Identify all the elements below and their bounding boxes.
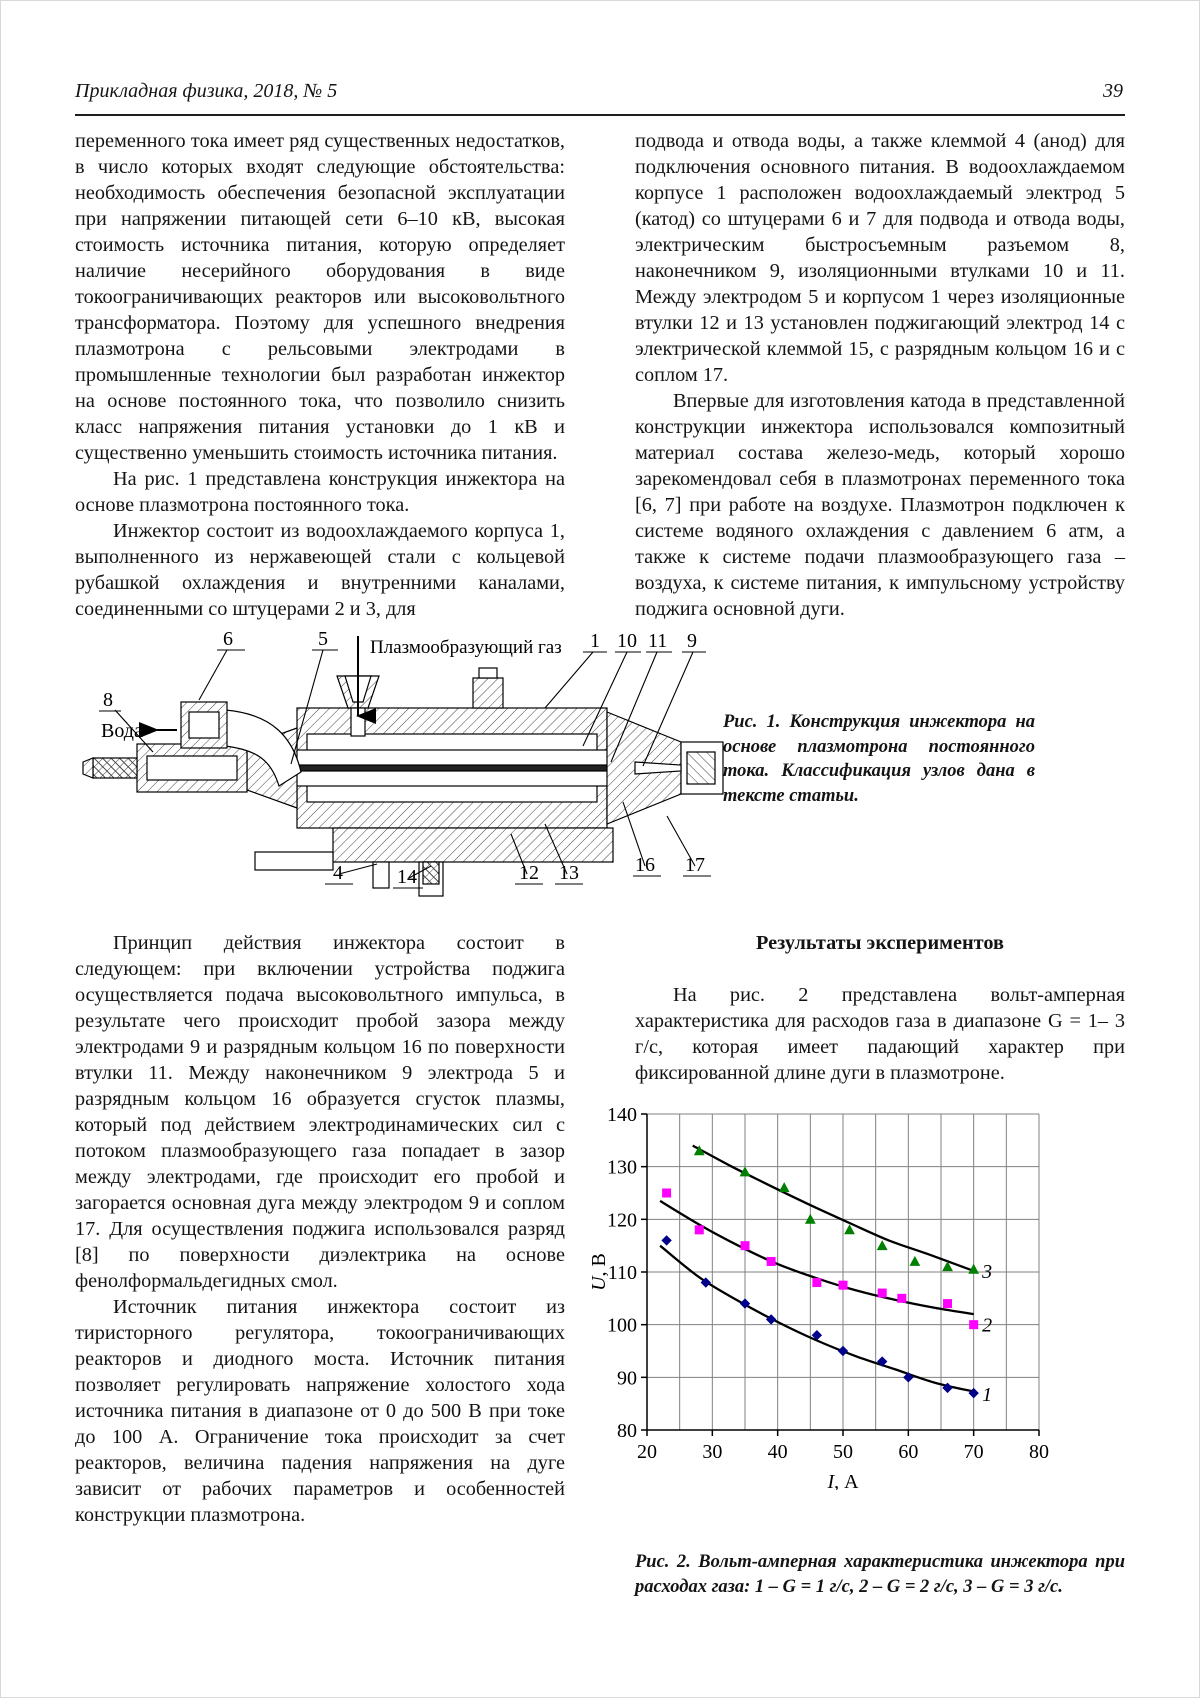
svg-text:40: 40 xyxy=(767,1441,788,1463)
svg-text:60: 60 xyxy=(898,1441,919,1463)
left-column-bottom xyxy=(75,930,565,1528)
right-column-bottom xyxy=(589,930,1125,1599)
trend-line-1 xyxy=(660,1246,974,1392)
chart-series-1 xyxy=(660,1235,992,1406)
paragraph: переменного тока имеет ряд существенных недостатков, в число которых входят следующие обстоятельства: необходимость обеспечения безопасной эксплуатации при напряжении питающей сети 6–10 кВ, высокая стоимость источника питания, которую определяет наличие несерийного оборудования в виде токоограничивающих реакторов или высоковольтного трансформатора. Поэтому для успешного внедрения плазмотрона с рельсовыми электродами в промышленные технологии был разработан инжектор на основе постоянного тока, что позволило снизить класс напряжения питания установки до 1 кВ и существенно уменьшить стоимость источника питания. xyxy=(75,130,565,464)
diamond-marker xyxy=(661,1235,671,1245)
triangle-marker xyxy=(779,1182,790,1192)
paragraph: Инжектор состоит из водоохлаждаемого корпуса 1, выполненного из нержавеющей стали с кольцевой рубашкой охлаждения и внутренними каналами, соединенными со штуцерами 2 и 3, для xyxy=(75,520,565,620)
svg-text:100: 100 xyxy=(607,1314,637,1337)
paragraph: подвода и отвода воды, а также клеммой 4 (анод) для подключения основного питания. В водоохлаждаемом корпусе 1 расположен водоохлаждаемый электрод 5 (катод) со штуцерами 6 и 7 для подвода и отвода воды, электрическим быстросъемным разъемом 8, наконечником 9, изоляционными втулками 10 и 11. Между электродом 5 и корпусом 1 через изоляционные втулки 12 и 13 установлен поджигающий электрод 14 с электрической клеммой 15, с разрядным кольцом 16 и с соплом 17. xyxy=(635,130,1125,386)
volt-ampere-chart xyxy=(589,1100,1059,1490)
part-label-14: 14 xyxy=(397,866,417,888)
part-label-12: 12 xyxy=(519,862,539,884)
figure-1 xyxy=(75,612,1125,917)
part-label-1: 1 xyxy=(590,630,600,652)
diagram-body xyxy=(83,668,727,896)
chart-series-2 xyxy=(660,1189,992,1337)
part-label-10: 10 xyxy=(617,630,637,652)
square-marker xyxy=(878,1289,887,1298)
square-marker xyxy=(741,1241,750,1250)
trend-line-2 xyxy=(660,1201,974,1314)
gas-label: Плазмообразующий газ xyxy=(370,637,562,658)
svg-text:140: 140 xyxy=(607,1104,637,1126)
series-label-2: 2 xyxy=(982,1314,993,1337)
x-axis-title: I, А xyxy=(827,1471,859,1490)
results-heading: Результаты экспериментов xyxy=(756,932,1004,954)
svg-text:90: 90 xyxy=(617,1367,637,1390)
diamond-marker xyxy=(838,1346,848,1356)
header-rule xyxy=(75,114,1125,116)
part-label-4: 4 xyxy=(333,862,343,884)
chart-series-3 xyxy=(693,1145,992,1283)
diamond-marker xyxy=(968,1388,978,1398)
chart-tick-labels xyxy=(607,1104,1049,1463)
figure-2-caption: Рис. 2. Вольт-амперная характеристика инжектора при расходах газа: 1 – G = 1 г/с, 2 – G = 2 г/с, 3 – G = 3 г/с. xyxy=(635,1552,1125,1597)
svg-text:120: 120 xyxy=(607,1209,637,1232)
part-label-16: 16 xyxy=(635,854,655,876)
svg-text:80: 80 xyxy=(1029,1441,1049,1463)
square-marker xyxy=(943,1299,952,1308)
journal-title: Прикладная физика, 2018, № 5 xyxy=(75,80,338,102)
part-label-11: 11 xyxy=(648,630,668,652)
triangle-marker xyxy=(805,1214,816,1224)
square-marker xyxy=(839,1281,848,1290)
svg-text:110: 110 xyxy=(607,1262,637,1284)
part-label-8: 8 xyxy=(103,689,113,711)
svg-text:50: 50 xyxy=(833,1441,853,1463)
part-label-6: 6 xyxy=(223,628,233,650)
injector-cross-section-diagram xyxy=(75,616,735,916)
triangle-marker xyxy=(909,1256,920,1266)
water-label: Вода xyxy=(101,720,143,742)
page-number: 39 xyxy=(1103,80,1123,102)
square-marker xyxy=(812,1278,821,1287)
square-marker xyxy=(897,1294,906,1303)
part-label-5: 5 xyxy=(318,628,328,650)
page-header xyxy=(75,80,1125,110)
part-label-9: 9 xyxy=(687,630,697,652)
svg-text:80: 80 xyxy=(617,1420,637,1442)
right-column-top xyxy=(635,128,1125,622)
paragraph: Источник питания инжектора состоит из тиристорного регулятора, токоограничивающих реакторов и диодного моста. Источник питания позволяет регулировать напряжение холостого хода источника питания в диапазоне от 0 до 500 В при токе до 100 А. Ограничение тока происходит за счет реакторов, величина падения напряжения на дуге зависит от рабочих параметров и особенностей конструкции плазмотрона. xyxy=(75,1296,565,1526)
chart-axes xyxy=(641,1114,1039,1436)
paragraph: Впервые для изготовления катода в представленной конструкции инжектора использовался композитный материал состава железо-медь, который хорошо зарекомендовал себя в плазмотронах переменного тока [6, 7] при работе на воздухе. Плазмотрон подключен к системе водяного охлаждения с давлением 6 атм, а также к системе подачи плазмообразующего газа – воздуха, к системе питания, к импульсному устройству поджига основной дуги. xyxy=(635,390,1125,620)
paragraph: На рис. 2 представлена вольт-амперная характеристика для расходов газа в диапазоне G = 1– 3 г/с, которая имеет падающий характер при фиксированной длине дуги в плазмотроне. xyxy=(635,984,1125,1084)
series-label-1: 1 xyxy=(982,1384,993,1407)
triangle-marker xyxy=(877,1240,888,1250)
square-marker xyxy=(662,1189,671,1198)
svg-text:130: 130 xyxy=(607,1156,637,1179)
square-marker xyxy=(969,1320,978,1329)
svg-text:20: 20 xyxy=(637,1441,657,1463)
svg-text:30: 30 xyxy=(702,1441,723,1463)
figure-1-caption: Рис. 1. Конструкция инжектора на основе плазмотрона постоянного тока. Классификация узлов дана в тексте статьи. xyxy=(723,712,1035,806)
y-axis-title: U, В xyxy=(589,1253,610,1291)
part-label-17: 17 xyxy=(685,854,705,876)
paragraph: Принцип действия инжектора состоит в следующем: при включении устройства поджига осуществляется подача высоковольтного импульса, в результате чего происходит пробой зазора между электродами 9 и разрядным кольцом 16 по поверхности втулки 11. Между наконечником 9 электрода 5 и разрядным кольцом 16 образуется сгусток плазмы, который под действием электродинамических сил с потоком плазмообразующего газа попадает в зазор между электродами, где происходит его пробой и загорается основная дуга между электродом 9 и соплом 17. Для осуществления поджига использовался разряд [8] по поверхности диэлектрика на основе фенолформальдегидных смол. xyxy=(75,932,565,1292)
figure-2-chart xyxy=(589,1100,1059,1490)
square-marker xyxy=(695,1225,704,1234)
part-label-13: 13 xyxy=(559,862,579,884)
series-label-3: 3 xyxy=(982,1260,993,1283)
left-column-top xyxy=(75,128,565,622)
paragraph: На рис. 1 представлена конструкция инжектора на основе плазмотрона постоянного тока. xyxy=(75,468,565,516)
trend-line-3 xyxy=(693,1146,974,1271)
svg-text:70: 70 xyxy=(963,1441,984,1463)
chart-gridlines xyxy=(647,1114,1039,1430)
square-marker xyxy=(767,1257,776,1266)
